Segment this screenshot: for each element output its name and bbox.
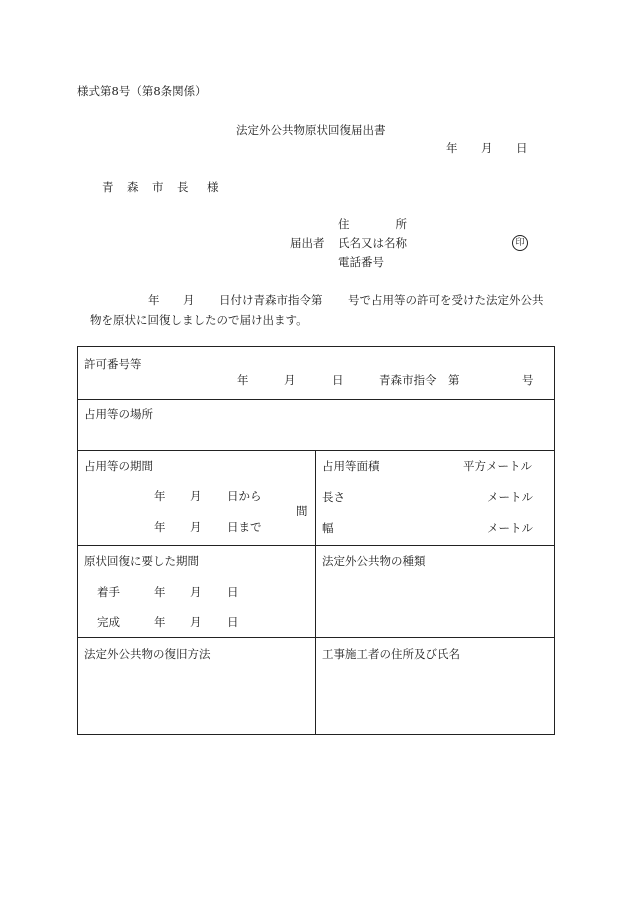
- period-from-month[interactable]: 月: [190, 489, 202, 503]
- restore-period-label: 原状回復に要した期間: [84, 554, 199, 568]
- method-label: 法定外公共物の復旧方法: [84, 647, 211, 661]
- permit-number[interactable]: 号: [522, 373, 534, 387]
- width-label: 幅: [322, 521, 334, 535]
- period-to-month[interactable]: 月: [190, 520, 202, 534]
- length-unit[interactable]: メートル: [487, 490, 533, 504]
- period-to-day[interactable]: 日まで: [227, 520, 262, 534]
- date-month-label: 月: [481, 141, 493, 155]
- seal-mark: 印: [512, 235, 528, 251]
- restore-start-day[interactable]: 日: [227, 585, 239, 599]
- restore-done-year[interactable]: 年: [154, 615, 166, 629]
- applicant-label: 届出者: [290, 236, 325, 250]
- permit-label: 許可番号等: [84, 357, 142, 371]
- restore-start-label: 着手: [97, 585, 120, 599]
- row-divider: [78, 450, 554, 451]
- body-month: 月: [183, 293, 195, 307]
- date-year-label: 年: [446, 141, 458, 155]
- width-unit[interactable]: メートル: [487, 521, 533, 535]
- restore-start-year[interactable]: 年: [154, 585, 166, 599]
- length-label: 長さ: [322, 490, 345, 504]
- period-from-day[interactable]: 日から: [227, 489, 262, 503]
- period-label: 占用等の期間: [84, 459, 153, 473]
- restore-done-month[interactable]: 月: [190, 615, 202, 629]
- period-to-year[interactable]: 年: [154, 520, 166, 534]
- addressee-honorific: 様: [207, 180, 219, 194]
- restore-done-label: 完成: [97, 615, 120, 629]
- row-divider: [78, 399, 554, 400]
- area-unit[interactable]: 平方メートル: [463, 459, 532, 473]
- body-line-2: 物を原状に回復しましたので届け出ます。: [90, 313, 308, 327]
- location-label: 占用等の場所: [84, 407, 153, 421]
- permit-day[interactable]: 日: [332, 373, 344, 387]
- phone-label: 電話番号: [338, 255, 384, 269]
- name-label: 氏名又は名称: [338, 236, 407, 250]
- form-number: 様式第8号（第8条関係）: [77, 84, 207, 98]
- permit-year[interactable]: 年: [237, 373, 249, 387]
- permit-month[interactable]: 月: [284, 373, 296, 387]
- type-label: 法定外公共物の種類: [322, 554, 426, 568]
- document-title: 法定外公共物原状回復届出書: [236, 123, 386, 137]
- contractor-label: 工事施工者の住所及び氏名: [322, 647, 460, 661]
- column-divider: [315, 450, 316, 734]
- permit-directive: 青森市指令 第: [379, 373, 460, 387]
- period-between: 間: [296, 504, 308, 518]
- address-label: 住 所: [338, 217, 407, 231]
- body-number-text: 号で占用等の許可を受けた法定外公共: [348, 293, 544, 307]
- date-day-label: 日: [516, 141, 528, 155]
- restore-start-month[interactable]: 月: [190, 585, 202, 599]
- body-dated: 日付け青森市指令第: [219, 293, 323, 307]
- area-label: 占用等面積: [322, 459, 380, 473]
- period-from-year[interactable]: 年: [154, 489, 166, 503]
- row-divider: [78, 545, 554, 546]
- restore-done-day[interactable]: 日: [227, 615, 239, 629]
- addressee-name: 青 森 市 長: [102, 180, 190, 194]
- body-year: 年: [148, 293, 160, 307]
- row-divider: [78, 637, 554, 638]
- form-table: [77, 346, 555, 735]
